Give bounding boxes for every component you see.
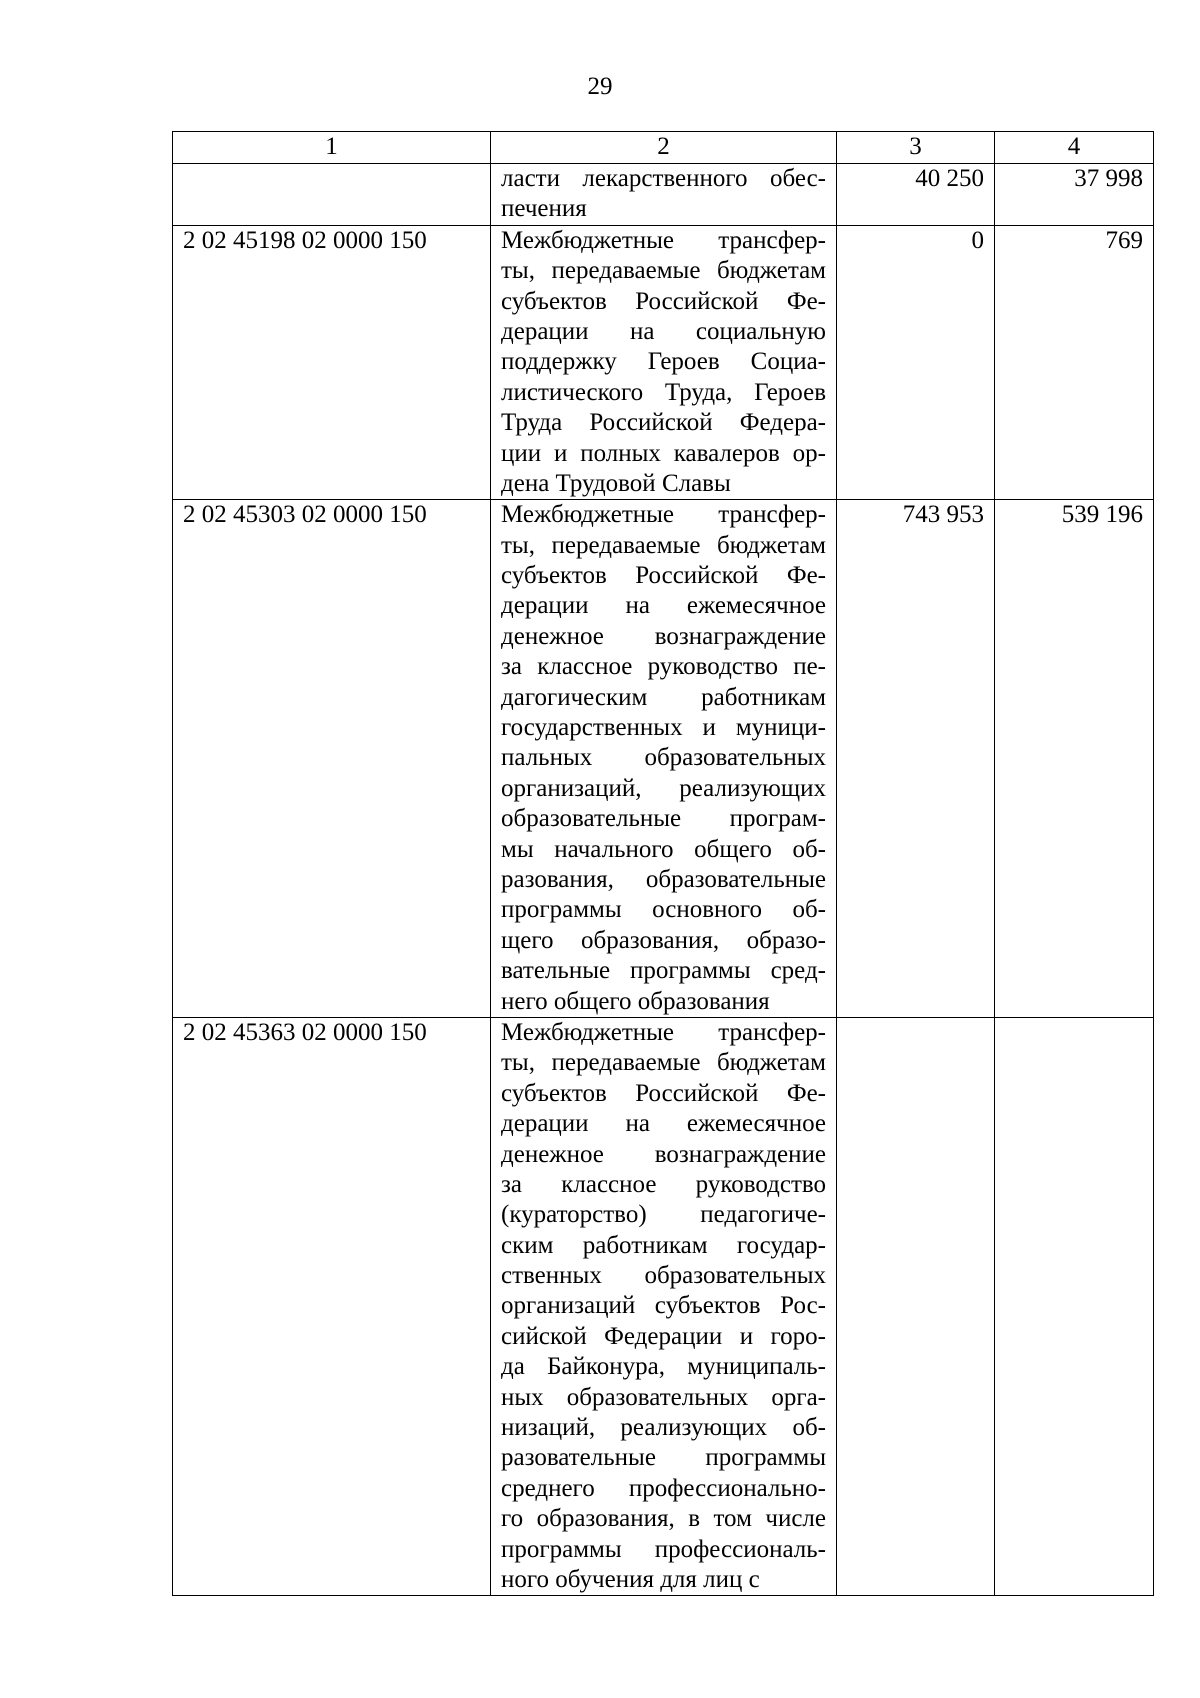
description-line: го образования, в том числе: [501, 1505, 826, 1533]
description-line: государственных и муници-: [501, 714, 826, 742]
description-line: ственных образовательных: [501, 1262, 826, 1290]
description-line: среднего профессионально-: [501, 1474, 826, 1502]
description-line: ским работникам государ-: [501, 1231, 826, 1259]
description-line: программы профессиональ-: [501, 1535, 826, 1563]
page-number: 29: [587, 73, 613, 100]
amount-col-3-cell: [837, 1017, 995, 1595]
description-line: дерации на ежемесячное: [501, 1110, 826, 1138]
description-line: денежное вознаграждение: [501, 1140, 826, 1168]
amount-col-4-cell: 37 998: [995, 164, 1154, 226]
description-line: субъектов Российской Фе-: [501, 1079, 826, 1107]
description-line: организаций субъектов Рос-: [501, 1292, 826, 1320]
description-line: дена Трудовой Славы: [501, 469, 731, 497]
budget-code-cell: 2 02 45363 02 0000 150: [173, 1017, 491, 1595]
budget-table: [172, 131, 1154, 1596]
description-cell: [491, 500, 837, 1018]
amount-col-4-cell: 539 196: [995, 500, 1154, 1018]
description-line: вательные программы сред-: [501, 957, 826, 985]
description-line: да Байконура, муниципаль-: [501, 1353, 826, 1381]
amount-col-4-cell: 769: [995, 225, 1154, 500]
description-line: дерации на ежемесячное: [501, 592, 826, 620]
amount-col-4-cell: [995, 1017, 1154, 1595]
description-line: субъектов Российской Фе-: [501, 562, 826, 590]
description-line: Межбюджетные трансфер-: [501, 1018, 826, 1046]
amount-col-3-cell: 40 250: [837, 164, 995, 226]
description-line: образовательные програм-: [501, 805, 826, 833]
description-line: ции и полных кавалеров ор-: [501, 439, 826, 467]
description-line: ного обучения для лиц с: [501, 1565, 760, 1593]
budget-code-cell: 2 02 45198 02 0000 150: [173, 225, 491, 500]
description-line: программы основного об-: [501, 896, 826, 924]
description-line: денежное вознаграждение: [501, 622, 826, 650]
description-line: щего образования, образо-: [501, 926, 826, 954]
amount-col-3-cell: 743 953: [837, 500, 995, 1018]
description-cell: [491, 164, 837, 226]
description-line: Межбюджетные трансфер-: [501, 226, 826, 254]
table-row: [173, 225, 1154, 500]
description-line: ты, передаваемые бюджетам: [501, 531, 826, 559]
description-line: мы начального общего об-: [501, 835, 826, 863]
description-line: за классное руководство: [501, 1170, 826, 1198]
description-line: ных образовательных орга-: [501, 1383, 826, 1411]
description-line: ты, передаваемые бюджетам: [501, 1049, 826, 1077]
description-line: разовательные программы: [501, 1444, 826, 1472]
description-line: (кураторство) педагогиче-: [501, 1201, 826, 1229]
description-line: печения: [501, 195, 587, 223]
budget-code-cell: 2 02 45303 02 0000 150: [173, 500, 491, 1018]
header-col-1: 1: [173, 132, 491, 164]
description-line: Межбюджетные трансфер-: [501, 501, 826, 529]
description-cell: [491, 225, 837, 500]
description-line: субъектов Российской Фе-: [501, 287, 826, 315]
amount-col-3-cell: 0: [837, 225, 995, 500]
description-line: поддержку Героев Социа-: [501, 348, 826, 376]
description-line: организаций, реализующих: [501, 774, 826, 802]
header-col-4: 4: [995, 132, 1154, 164]
table-header-row: [173, 132, 1154, 164]
table-row: [173, 1017, 1154, 1595]
header-col-3: 3: [837, 132, 995, 164]
description-line: дерации на социальную: [501, 317, 826, 345]
description-line: пальных образовательных: [501, 744, 826, 772]
table-row: [173, 500, 1154, 1018]
header-col-2: 2: [491, 132, 837, 164]
description-line: Труда Российской Федера-: [501, 409, 826, 437]
description-line: низаций, реализующих об-: [501, 1414, 826, 1442]
description-line: ласти лекарственного обес-: [501, 165, 826, 192]
description-line: разования, образовательные: [501, 865, 826, 893]
description-line: листического Труда, Героев: [501, 378, 826, 406]
description-line: дагогическим работникам: [501, 683, 826, 711]
description-line: него общего образования: [501, 987, 770, 1015]
description-line: сийской Федерации и горо-: [501, 1322, 826, 1350]
description-cell: [491, 1017, 837, 1595]
description-line: ты, передаваемые бюджетам: [501, 257, 826, 285]
budget-code-cell: [173, 164, 491, 226]
description-line: за классное руководство пе-: [501, 653, 826, 681]
table-row: [173, 164, 1154, 226]
